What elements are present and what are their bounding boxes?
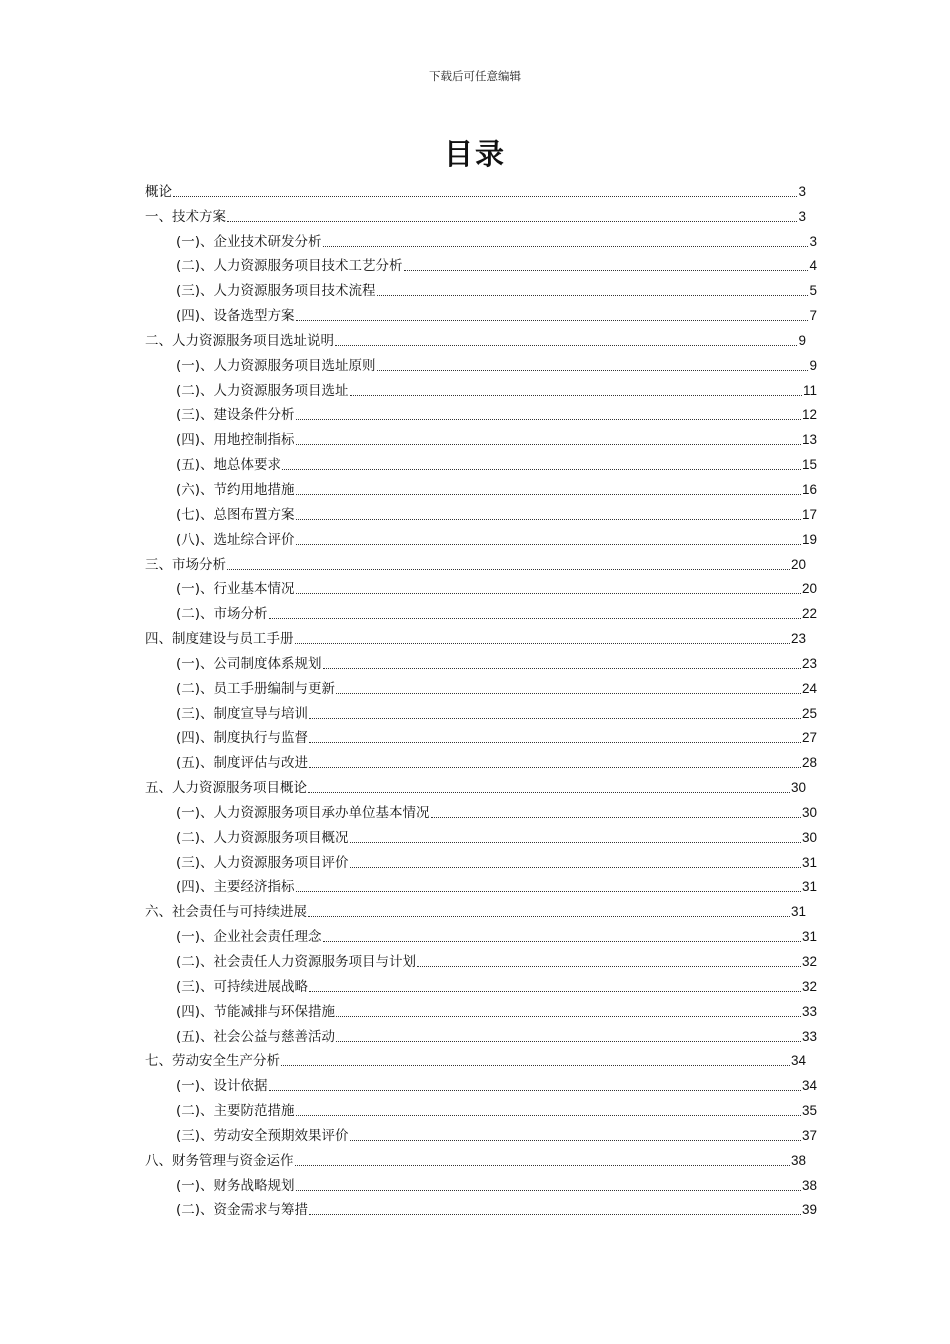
dot-leader <box>296 494 801 495</box>
toc-subentry[interactable] <box>145 697 817 722</box>
toc-subentry[interactable] <box>145 871 817 896</box>
toc-subentry[interactable] <box>145 423 817 448</box>
toc-entry-label: (三)、可持续进展战略 <box>176 978 309 995</box>
toc-entry[interactable] <box>145 895 806 920</box>
toc-subentry[interactable] <box>145 920 817 945</box>
toc-entry-label: (二)、人力资源服务项目技术工艺分析 <box>176 258 403 275</box>
dot-leader <box>404 270 809 271</box>
toc-entry-page: 15 <box>801 457 817 473</box>
toc-entry-page: 33 <box>801 1003 817 1019</box>
dot-leader <box>309 767 801 768</box>
toc-entry-label: (四)、节能减排与环保措施 <box>176 1003 336 1020</box>
toc-entry-page: 3 <box>798 208 806 224</box>
toc-subentry[interactable] <box>145 225 817 250</box>
dot-leader <box>296 519 801 520</box>
toc-entry-label: (五)、地总体要求 <box>176 457 282 474</box>
toc-entry-label: (二)、社会责任人力资源服务项目与计划 <box>176 954 417 970</box>
toc-subentry[interactable] <box>145 523 817 548</box>
toc-entry-page: 32 <box>801 954 817 969</box>
dot-leader <box>377 370 809 371</box>
toc-entry-label: (二)、资金需求与筹措 <box>176 1202 309 1219</box>
dot-leader <box>335 345 797 346</box>
toc-subentry[interactable] <box>145 374 817 399</box>
toc-subentry[interactable] <box>145 1069 817 1094</box>
toc-entry-label: (七)、总图布置方案 <box>176 506 295 523</box>
toc-entry-label: (二)、市场分析 <box>176 606 268 623</box>
toc-entry-label: (一)、设计依据 <box>176 1078 268 1095</box>
toc-entry-label: 四、制度建设与员工手册 <box>145 631 294 648</box>
toc-subentry[interactable] <box>145 250 817 275</box>
toc-entry-label: 二、人力资源服务项目选址说明 <box>145 332 334 349</box>
toc-subentry[interactable] <box>145 945 817 970</box>
toc-entry-page: 28 <box>801 755 817 771</box>
toc-entry-page: 12 <box>801 407 817 423</box>
toc-subentry[interactable] <box>145 1169 817 1194</box>
dot-leader <box>323 246 809 247</box>
toc-entry[interactable] <box>145 324 806 349</box>
toc-entry-page: 34 <box>801 1078 817 1094</box>
toc-entry-page: 27 <box>801 730 817 746</box>
dot-leader <box>417 966 801 967</box>
toc-entry-label: 五、人力资源服务项目概论 <box>145 780 307 797</box>
toc-entry-page: 31 <box>801 929 817 945</box>
toc-entry-page: 13 <box>801 432 817 448</box>
toc-entry-label: (一)、企业社会责任理念 <box>176 929 322 946</box>
toc-entry[interactable] <box>145 622 806 647</box>
table-of-contents <box>145 175 817 1219</box>
toc-subentry[interactable] <box>145 746 817 771</box>
toc-entry-label: (五)、社会公益与慈善活动 <box>176 1028 336 1045</box>
toc-entry-label: 一、技术方案 <box>145 208 226 225</box>
toc-entry-label: (四)、用地控制指标 <box>176 432 295 449</box>
toc-entry-page: 30 <box>790 780 806 796</box>
toc-entry-page: 30 <box>801 829 817 845</box>
toc-subentry[interactable] <box>145 1194 817 1219</box>
toc-entry-page: 31 <box>801 854 817 870</box>
toc-entry-page: 20 <box>801 581 817 597</box>
dot-leader <box>269 1090 801 1091</box>
dot-leader <box>336 1016 801 1017</box>
toc-subentry[interactable] <box>145 970 817 995</box>
dot-leader <box>309 991 801 992</box>
dot-leader <box>296 544 801 545</box>
toc-entry-page: 38 <box>790 1152 806 1168</box>
dot-leader <box>296 891 801 892</box>
dot-leader <box>350 395 802 396</box>
toc-entry-page: 23 <box>790 631 806 647</box>
toc-entry-label: (三)、人力资源服务项目技术流程 <box>176 283 376 300</box>
toc-entry-page: 20 <box>790 556 806 572</box>
toc-entry-page: 35 <box>801 1103 817 1119</box>
toc-entry-page: 7 <box>809 308 817 324</box>
toc-entry-label: (五)、制度评估与改进 <box>176 755 309 772</box>
toc-entry-page: 9 <box>809 357 817 373</box>
toc-entry-label: (一)、公司制度体系规划 <box>176 655 322 672</box>
toc-entry-page: 5 <box>809 283 817 299</box>
toc-entry-page: 32 <box>801 978 817 994</box>
dot-leader <box>295 643 790 644</box>
toc-entry-label: (三)、劳动安全预期效果评价 <box>176 1127 349 1144</box>
toc-entry-label: (八)、选址综合评价 <box>176 531 295 548</box>
toc-subentry[interactable] <box>145 399 817 424</box>
toc-subentry[interactable] <box>145 274 817 299</box>
toc-entry-page: 22 <box>801 606 817 622</box>
toc-entry-label: (二)、人力资源服务项目选址 <box>176 382 349 399</box>
toc-entry-page: 31 <box>790 904 806 920</box>
toc-entry-label: (一)、人力资源服务项目选址原则 <box>176 357 376 374</box>
toc-entry-label: (三)、制度宣导与培训 <box>176 705 309 722</box>
toc-entry[interactable] <box>145 200 806 225</box>
toc-entry-label: (二)、员工手册编制与更新 <box>176 680 336 697</box>
toc-title: 目录 <box>443 137 506 171</box>
dot-leader <box>281 1065 790 1066</box>
toc-entry-label: (三)、建设条件分析 <box>176 407 295 424</box>
toc-subentry[interactable] <box>145 573 817 598</box>
toc-entry-label: (六)、节约用地措施 <box>176 481 295 498</box>
toc-subentry[interactable] <box>145 722 817 747</box>
toc-entry-page: 11 <box>802 382 817 398</box>
toc-entry-label: (二)、人力资源服务项目概况 <box>176 829 349 846</box>
dot-leader <box>296 1190 801 1191</box>
toc-entry[interactable] <box>145 1045 806 1070</box>
toc-entry-label: 三、市场分析 <box>145 556 226 573</box>
toc-subentry[interactable] <box>145 821 817 846</box>
dot-leader <box>308 792 790 793</box>
toc-subentry[interactable] <box>145 995 817 1020</box>
toc-entry-page: 25 <box>801 705 817 721</box>
dot-leader <box>296 419 801 420</box>
toc-entry-page: 24 <box>801 680 817 696</box>
dot-leader <box>227 569 790 570</box>
toc-entry-label: (一)、企业技术研发分析 <box>176 233 322 250</box>
dot-leader <box>309 1214 801 1215</box>
toc-subentry[interactable] <box>145 846 817 871</box>
toc-entry-label: (四)、设备选型方案 <box>176 308 295 325</box>
dot-leader <box>336 693 801 694</box>
dot-leader <box>296 1115 801 1116</box>
toc-entry-label: 六、社会责任与可持续进展 <box>145 904 307 921</box>
toc-entry[interactable] <box>145 548 806 573</box>
toc-entry-page: 4 <box>809 258 817 274</box>
toc-entry-page: 38 <box>801 1177 817 1193</box>
toc-entry-label: (一)、行业基本情况 <box>176 581 295 598</box>
toc-subentry[interactable] <box>145 349 817 374</box>
dot-leader <box>227 221 797 222</box>
dot-leader <box>173 196 797 197</box>
toc-entry-page: 30 <box>801 804 817 820</box>
dot-leader <box>350 842 801 843</box>
toc-entry-page: 37 <box>801 1127 817 1143</box>
page-header: 下载后可任意编辑 <box>429 69 521 83</box>
dot-leader <box>323 668 801 669</box>
toc-entry-label: (四)、主要经济指标 <box>176 879 295 896</box>
toc-subentry[interactable] <box>145 299 817 324</box>
dot-leader <box>350 1140 801 1141</box>
toc-entry-label: (一)、人力资源服务项目承办单位基本情况 <box>176 804 430 821</box>
toc-entry[interactable] <box>145 771 806 796</box>
toc-entry-page: 16 <box>801 481 817 497</box>
toc-entry-page: 3 <box>798 183 806 199</box>
dot-leader <box>295 1165 790 1166</box>
dot-leader <box>308 916 790 917</box>
toc-entry-page: 9 <box>798 332 806 348</box>
toc-entry-label: (四)、制度执行与监督 <box>176 730 309 747</box>
toc-subentry[interactable] <box>145 796 817 821</box>
toc-subentry[interactable] <box>145 672 817 697</box>
toc-entry-label: 七、劳动安全生产分析 <box>145 1053 280 1070</box>
dot-leader <box>323 941 801 942</box>
toc-entry-label: 概论 <box>145 183 172 200</box>
toc-entry-page: 34 <box>790 1053 806 1069</box>
toc-subentry[interactable] <box>145 448 817 473</box>
dot-leader <box>309 742 801 743</box>
dot-leader <box>296 593 801 594</box>
toc-entry-page: 19 <box>801 531 817 547</box>
toc-entry-page: 39 <box>801 1202 817 1218</box>
toc-subentry[interactable] <box>145 597 817 622</box>
toc-entry-page: 17 <box>801 506 817 522</box>
toc-subentry[interactable] <box>145 498 817 523</box>
dot-leader <box>269 618 801 619</box>
dot-leader <box>282 469 801 470</box>
toc-entry-page: 33 <box>801 1028 817 1044</box>
toc-entry-page: 31 <box>801 879 817 895</box>
dot-leader <box>296 444 801 445</box>
dot-leader <box>309 718 801 719</box>
toc-entry-label: (三)、人力资源服务项目评价 <box>176 854 349 871</box>
toc-subentry[interactable] <box>145 647 817 672</box>
toc-subentry[interactable] <box>145 1094 817 1119</box>
toc-entry-label: 八、财务管理与资金运作 <box>145 1152 294 1169</box>
dot-leader <box>377 295 809 296</box>
dot-leader <box>336 1041 801 1042</box>
toc-entry-label: (一)、财务战略规划 <box>176 1177 295 1194</box>
toc-entry[interactable] <box>145 175 806 200</box>
toc-entry-label: (二)、主要防范措施 <box>176 1103 295 1120</box>
toc-entry-page: 3 <box>809 233 817 249</box>
toc-subentry[interactable] <box>145 473 817 498</box>
toc-entry[interactable] <box>145 1144 806 1169</box>
toc-entry-page: 23 <box>801 655 817 671</box>
dot-leader <box>350 867 801 868</box>
dot-leader <box>431 817 801 818</box>
dot-leader <box>296 320 809 321</box>
toc-subentry[interactable] <box>145 1020 817 1045</box>
toc-subentry[interactable] <box>145 1119 817 1144</box>
